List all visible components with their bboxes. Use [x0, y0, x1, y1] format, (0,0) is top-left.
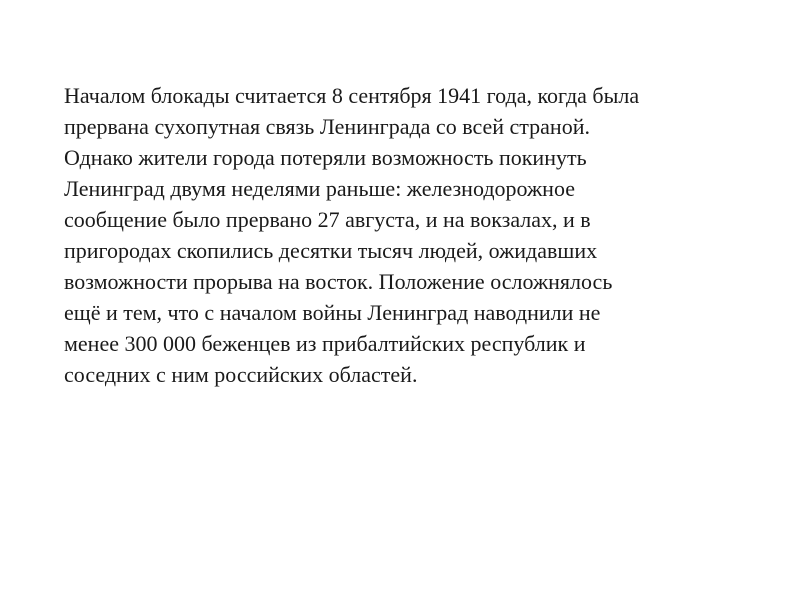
paragraph-line-2: прервана сухопутная связь Ленинграда со всей страной. [64, 114, 590, 139]
paragraph-line-8: ещё и тем, что с началом войны Ленинград наводнили не [64, 300, 601, 325]
paragraph-line-10: соседних с ним российских областей. [64, 362, 418, 387]
paragraph-line-3: Однако жители города потеряли возможность покинуть [64, 145, 587, 170]
paragraph-line-9: менее 300 000 беженцев из прибалтийских республик и [64, 331, 586, 356]
paragraph-line-5: сообщение было прервано 27 августа, и на вокзалах, и в [64, 207, 591, 232]
paragraph-line-6: пригородах скопились десятки тысяч людей, ожидавших [64, 238, 598, 263]
paragraph-line-7: возможности прорыва на восток. Положение осложнялось [64, 269, 613, 294]
paragraph-line-1: Началом блокады считается 8 сентября 1941 года, когда была [64, 83, 640, 108]
paragraph-line-4: Ленинград двумя неделями раньше: железнодорожное [64, 176, 575, 201]
body-paragraph [64, 80, 764, 390]
